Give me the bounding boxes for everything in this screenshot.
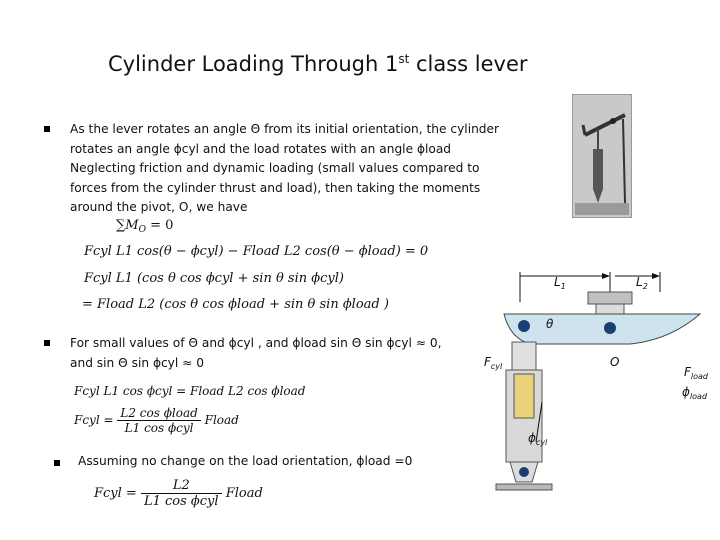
bullet-1-line-3: Neglecting friction and dynamic loading (small values compared to <box>70 161 480 175</box>
label-theta: θ <box>546 317 554 331</box>
lever-diagram <box>470 262 710 496</box>
title-text-end: class lever <box>409 52 528 76</box>
bullet-3-line-1: Assuming no change on the load orientation, ϕload =0 <box>78 454 413 468</box>
equation-moment-balance: Fcyl L1 cos(θ − ϕcyl) − Fload L2 cos(θ − ϕload) = 0 <box>84 244 429 259</box>
bullet-1-line-5: around the pivot, O, we have <box>70 200 248 214</box>
bullet-2-line-1: For small values of Θ and ϕcyl , and ϕload sin Θ sin ϕcyl ≈ 0, <box>70 336 442 350</box>
label-Fload: $F_{load}$ <box>684 365 709 381</box>
square-bullet-icon <box>54 460 60 466</box>
equation-fcyl-general: Fcyl = $\frac{\text{L2 cos ϕload}}{\text{L1 cos ϕcyl}}$ Fload <box>74 406 239 435</box>
mechanism-photo-drawing <box>573 95 631 217</box>
equation-small-angle: Fcyl L1 cos ϕcyl = Fload L2 cos ϕload <box>74 384 306 398</box>
title-superscript: st <box>398 52 410 66</box>
bullet-1-line-2: rotates an angle ϕcyl and the load rotates with an angle ϕload <box>70 141 452 156</box>
square-bullet-icon <box>44 340 50 346</box>
label-phicyl: $\phi_{cyl}$ <box>528 431 548 447</box>
bullet-3-text <box>78 452 412 472</box>
mechanism-photo <box>572 94 632 218</box>
equation-expanded: Fcyl L1 (cos θ cos ϕcyl + sin θ sin ϕcyl) <box>84 271 344 286</box>
slide-title <box>108 52 528 76</box>
equation-sum-moments: $\sum M_O = 0$ <box>116 218 174 235</box>
bullet-2-line-2: and sin Θ sin ϕcyl ≈ 0 <box>70 355 204 370</box>
label-phiload: $\phi_{load}$ <box>682 385 708 401</box>
lever-diagram-svg <box>470 262 710 492</box>
bullet-2-text <box>70 334 441 373</box>
title-text: Cylinder Loading Through 1 <box>108 52 399 76</box>
label-L2: $L_2$ <box>636 275 648 291</box>
label-L1: $L_1$ <box>554 275 566 291</box>
equation-expanded-rhs: = Fload L2 (cos θ cos ϕload + sin θ sin ϕload ) <box>82 297 389 312</box>
bullet-1-line-4: forces from the cylinder thrust and load), then taking the moments <box>70 180 481 195</box>
square-bullet-icon <box>44 126 50 132</box>
equation-fcyl-final: Fcyl = $\frac{L2}{\text{L1 cos ϕcyl}}$ Fload <box>94 478 263 509</box>
bullet-1-text <box>70 120 499 218</box>
label-Fcyl: $F_{cyl}$ <box>484 355 503 371</box>
bullet-1-line-1: As the lever rotates an angle Θ from its initial orientation, the cylinder <box>70 122 500 136</box>
label-O: O <box>610 355 620 369</box>
